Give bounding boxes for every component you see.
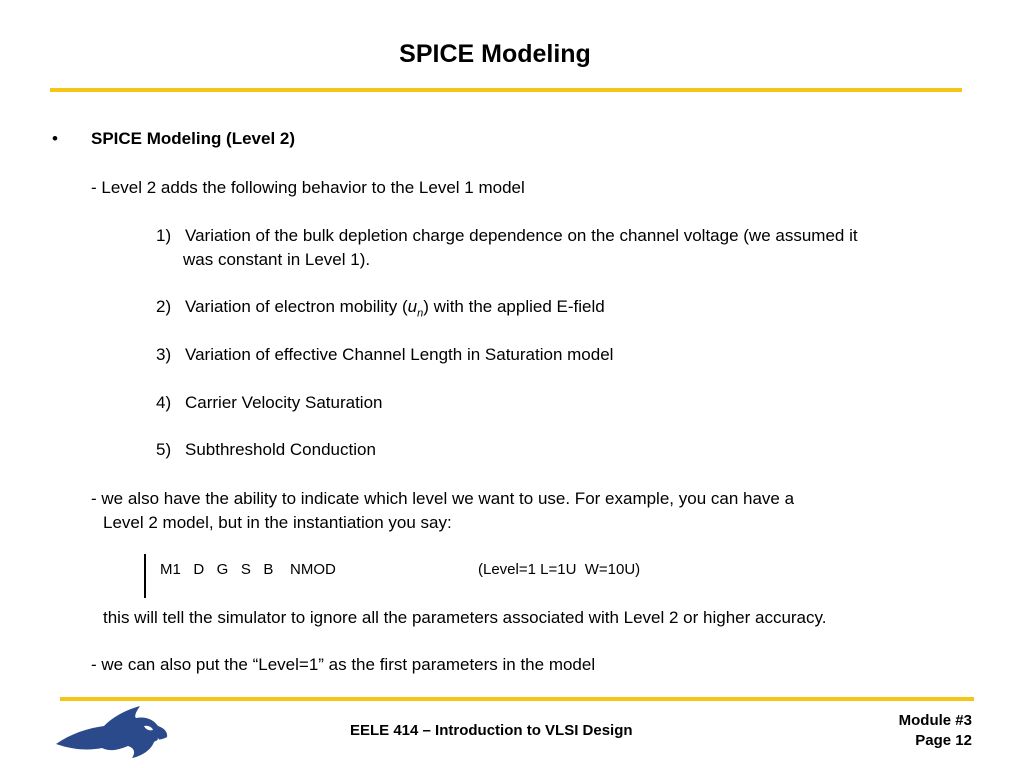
mobility-subscript: n [417,307,424,320]
item-5-number: 5) [156,440,172,459]
bobcat-logo-icon [54,704,170,762]
code-instance-line: M1 D G S B NMOD [160,561,336,578]
item-4-text: Carrier Velocity Saturation [185,393,383,412]
slide-title: SPICE Modeling [399,40,591,68]
item-3-text: Variation of effective Channel Length in Saturation model [185,345,614,364]
item-2-text-pre: Variation of electron mobility ( [185,297,408,316]
page-info [899,711,972,751]
paragraph-2-line-1: - we also have the ability to indicate which level we want to use. For example, you can have a [91,489,795,508]
module-number: Module #3 [898,712,972,729]
item-5-text: Subthreshold Conduction [185,440,376,459]
item-1-text-cont: was constant in Level 1). [183,250,371,269]
item-1-text: Variation of the bulk depletion charge dependence on the channel voltage (we assumed it [185,226,858,245]
intro-text: - Level 2 adds the following behavior to the Level 1 model [91,178,525,197]
bottom-divider [60,697,974,701]
item-2-text-post: ) with the applied E-field [423,297,605,316]
bullet-icon: • [52,129,58,148]
item-4-number: 4) [156,393,172,412]
item-3-number: 3) [156,345,172,364]
page-number: Page 12 [915,732,972,749]
paragraph-3: this will tell the simulator to ignore all the parameters associated with Level 2 or higher accuracy. [103,608,827,627]
section-heading: SPICE Modeling (Level 2) [91,129,296,148]
course-name: EELE 414 – Introduction to VLSI Design [350,722,633,739]
paragraph-4: - we can also put the “Level=1” as the first parameters in the model [91,655,596,674]
top-divider [50,88,962,92]
item-2-number: 2) [156,297,172,316]
item-2-text [185,296,605,324]
mobility-symbol: u [407,297,418,316]
paragraph-2-line-2: Level 2 model, but in the instantiation you say: [103,513,452,532]
item-1-number: 1) [156,226,172,245]
code-block-marker [144,554,146,598]
code-parameters: (Level=1 L=1U W=10U) [478,561,641,578]
